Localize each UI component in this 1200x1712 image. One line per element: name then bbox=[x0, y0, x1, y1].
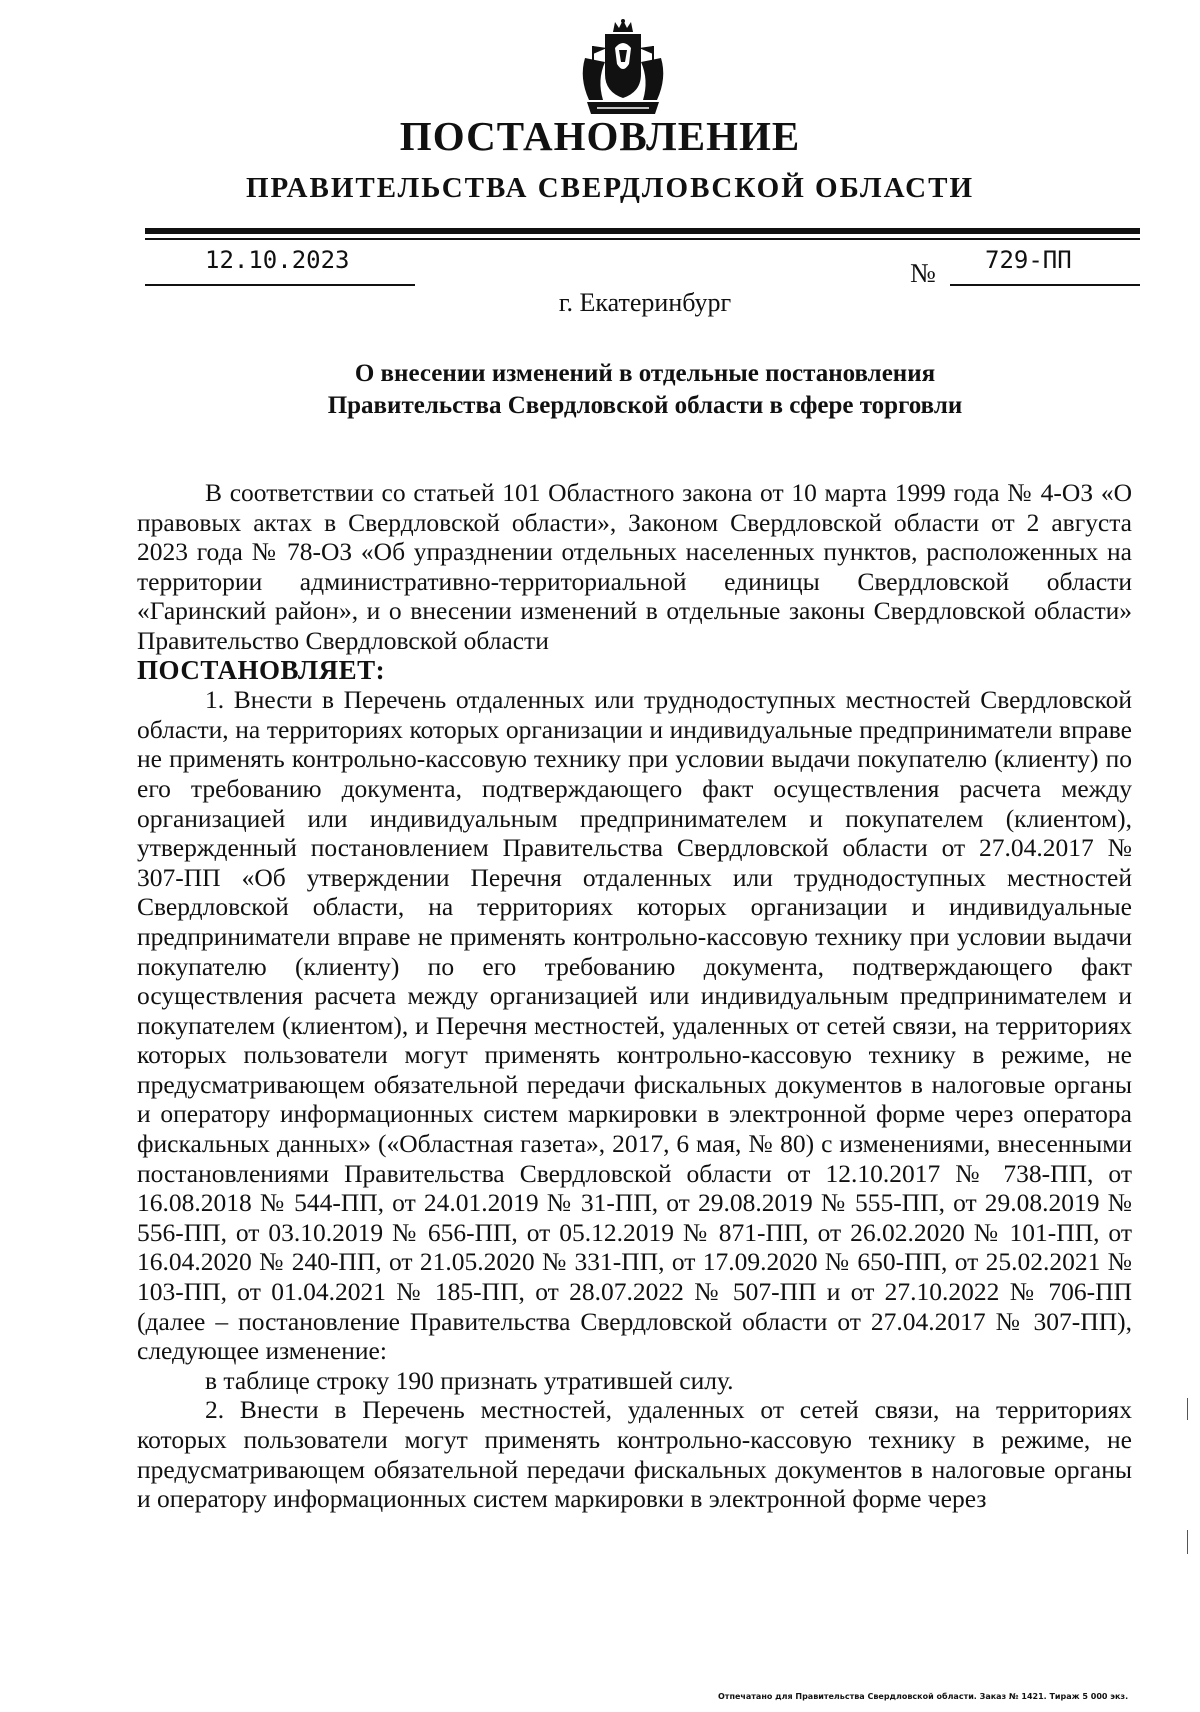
number-sign: № bbox=[910, 258, 936, 288]
print-note: Отпечатано для Правительства Свердловской области. Заказ № 1421. Тираж 5 000 экз. bbox=[718, 1692, 1129, 1701]
preamble-paragraph: В соответствии со статьей 101 Областного закона от 10 марта 1999 года № 4-ОЗ «О правовых актах в Свердловской области», Законом Свердловской области от 2 августа 2023 года № 78-ОЗ «Об упразднении отдельных населенных пунктов, расположенных на территории административно-территориальной единицы Свердловской области «Гаринский район», и о внесении изменений в отдельные законы Свердловской области» Правительство Свердловской области bbox=[137, 478, 1132, 655]
document-subject bbox=[0, 358, 1200, 422]
number-underline bbox=[950, 284, 1140, 286]
header-rule-thin bbox=[145, 238, 1140, 240]
item-2-paragraph: 2. Внести в Перечень местностей, удаленных от сетей связи, на территориях которых пользователи могут применять контрольно-кассовую технику в режиме, не предусматривающем обязательной передачи фискальных документов в налоговые органы и оператору информационных систем маркировки в электронной форме через bbox=[137, 1395, 1132, 1514]
date-underline bbox=[145, 284, 415, 286]
header-rule-thick bbox=[145, 228, 1140, 234]
document-date: 12.10.2023 bbox=[205, 246, 350, 274]
decree-word: ПОСТАНОВЛЯЕТ: bbox=[137, 654, 386, 685]
item-1-paragraph: 1. Внести в Перечень отдаленных или труднодоступных местностей Свердловской области, на территориях которых организации и индивидуальные предприниматели вправе не применять контрольно-кассовую технику при условии выдачи покупателю (клиенту) по его требованию документа, подтверждающего факт осуществления расчета между организацией или индивидуальным предпринимателем и покупателем (клиентом), утвержденный постановлением Правительства Свердловской области от 27.04.2017 № 307-ПП «Об утверждении Перечня отдаленных или труднодоступных местностей Свердловской области, на территориях которых организации и индивидуальные предприниматели вправе не применять контрольно-кассовую технику при условии выдачи покупателю (клиенту) по его требованию документа, подтверждающего факт осуществления расчета между организацией или индивидуальным предпринимателем и покупателем (клиентом), и Перечня местностей, удаленных от сетей связи, на территориях которых пользователи могут применять контрольно-кассовую технику в режиме, не предусматривающем обязательной передачи фискальных документов в налоговые органы и оператору информационных систем маркировки в электронной форме через оператора фискальных данных» («Областная газета», 2017, 6 мая, № 80) с изменениями, внесенными постановлениями Правительства Свердловской области от 12.10.2017 № 738-ПП, от 16.08.2018 № 544-ПП, от 24.01.2019 № 31-ПП, от 29.08.2019 № 555-ПП, от 29.08.2019 № 556-ПП, от 03.10.2019 № 656-ПП, от 05.12.2019 № 871-ПП, от 26.02.2020 № 101-ПП, от 16.04.2020 № 240-ПП, от 21.05.2020 № 331-ПП, от 17.09.2020 № 650-ПП, от 25.02.2021 № 103-ПП, от 01.04.2021 № 185-ПП, от 28.07.2022 № 507-ПП и от 27.10.2022 № 706-ПП (далее – постановление Правительства Свердловской области от 27.04.2017 № 307-ПП), следующее изменение: bbox=[137, 685, 1132, 1366]
issuing-authority: ПРАВИТЕЛЬСТВА СВЕРДЛОВСКОЙ ОБЛАСТИ bbox=[245, 172, 975, 204]
document-body bbox=[137, 478, 1132, 1514]
city: г. Екатеринбург bbox=[558, 288, 732, 317]
scan-margin-mark bbox=[1187, 1398, 1188, 1420]
subject-line-2: Правительства Свердловской области в сфере торговли bbox=[327, 392, 963, 419]
scan-margin-mark bbox=[1187, 1530, 1188, 1554]
document-number: 729-ПП bbox=[985, 246, 1072, 274]
coat-of-arms-emblem bbox=[575, 18, 671, 118]
document-type-title: ПОСТАНОВЛЕНИЕ bbox=[399, 113, 801, 159]
subject-line-1: О внесении изменений в отдельные постановления bbox=[354, 360, 936, 387]
item-1-change-paragraph: в таблице строку 190 признать утратившей силу. bbox=[205, 1365, 734, 1395]
